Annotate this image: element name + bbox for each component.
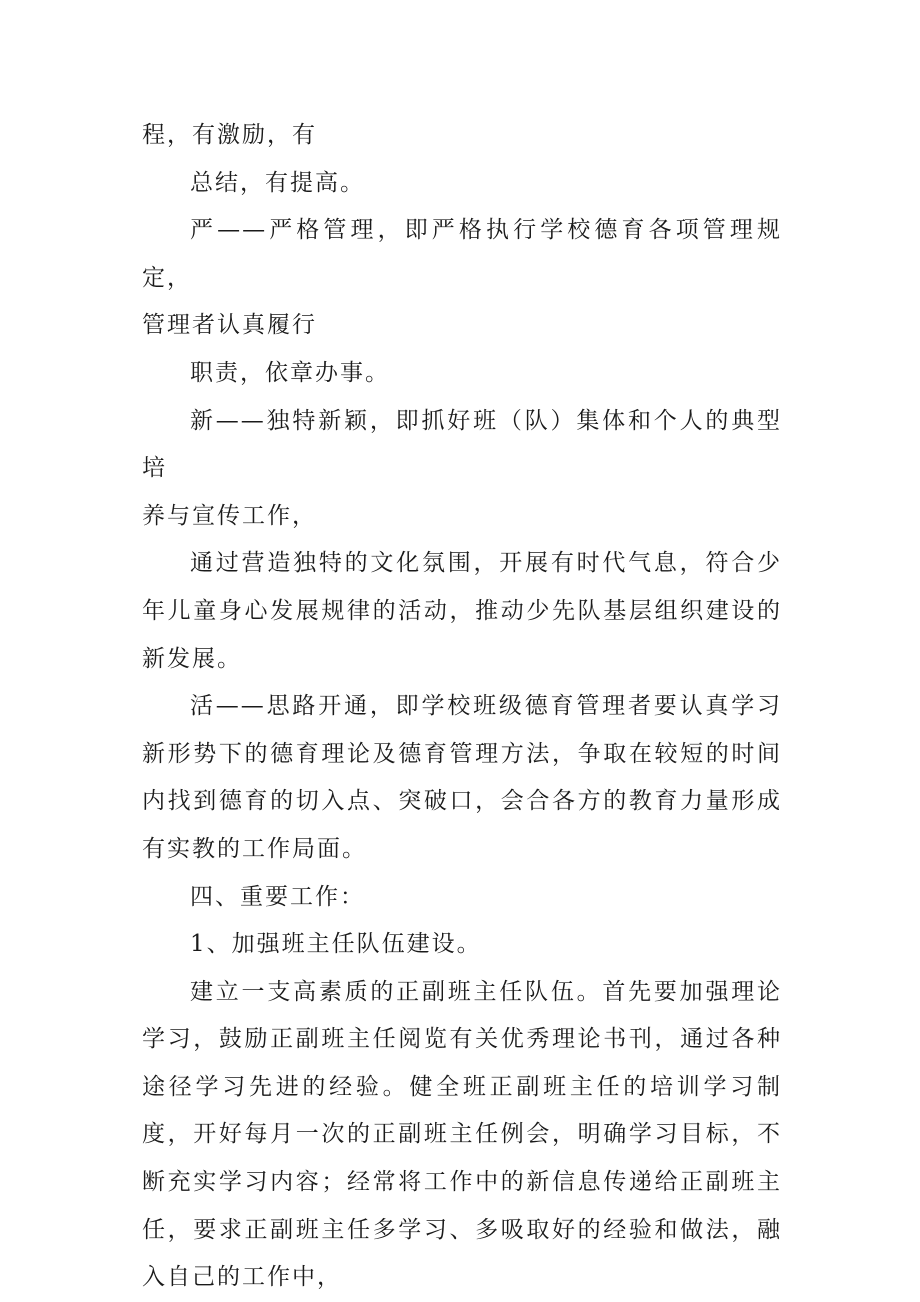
paragraph-9: 活——思路开通，即学校班级德育管理者要认真学习新形势下的德育理论及德育管理方法，争取在较短的时间内找到德育的切入点、突破口，会合各方的教育力量形成有实教的工作局面。: [142, 693, 782, 862]
paragraph-4: 管理者认真履行: [142, 312, 317, 339]
section-heading-4: 四、重要工作：: [190, 883, 365, 910]
paragraph-12: 建立一支高素质的正副班主任队伍。首先要加强理论学习，鼓励正副班主任阅览有关优秀理论书刊，通过各种途径学习先进的经验。健全班正副班主任的培训学习制度，开好每月一次的正副班主任例会，明确学习目标，不断充实学习内容；经常将工作中的新信息传递给正副班主任，要求正副班主任多学习、多吸取好的经验和做法，融入自己的工作中，: [142, 978, 782, 1291]
paragraph-7: 养与宣传工作，: [142, 502, 317, 529]
paragraph-8: 通过营造独特的文化氛围，开展有时代气息，符合少年儿童身心发展规律的活动，推动少先队基层组织建设的新发展。: [142, 550, 782, 672]
paragraph-2: 总结，有提高。: [190, 169, 365, 196]
paragraph-6: 新——独特新颖，即抓好班（队）集体和个人的典型培: [142, 407, 782, 482]
document-body: [142, 112, 782, 1302]
paragraph-5: 职责，依章办事。: [190, 359, 390, 386]
subsection-heading-1: 1、加强班主任队伍建设。: [190, 931, 482, 958]
paragraph-3: 严——严格管理，即严格执行学校德育各项管理规定，: [142, 217, 782, 291]
paragraph-1: 程，有激励，有: [142, 122, 317, 148]
